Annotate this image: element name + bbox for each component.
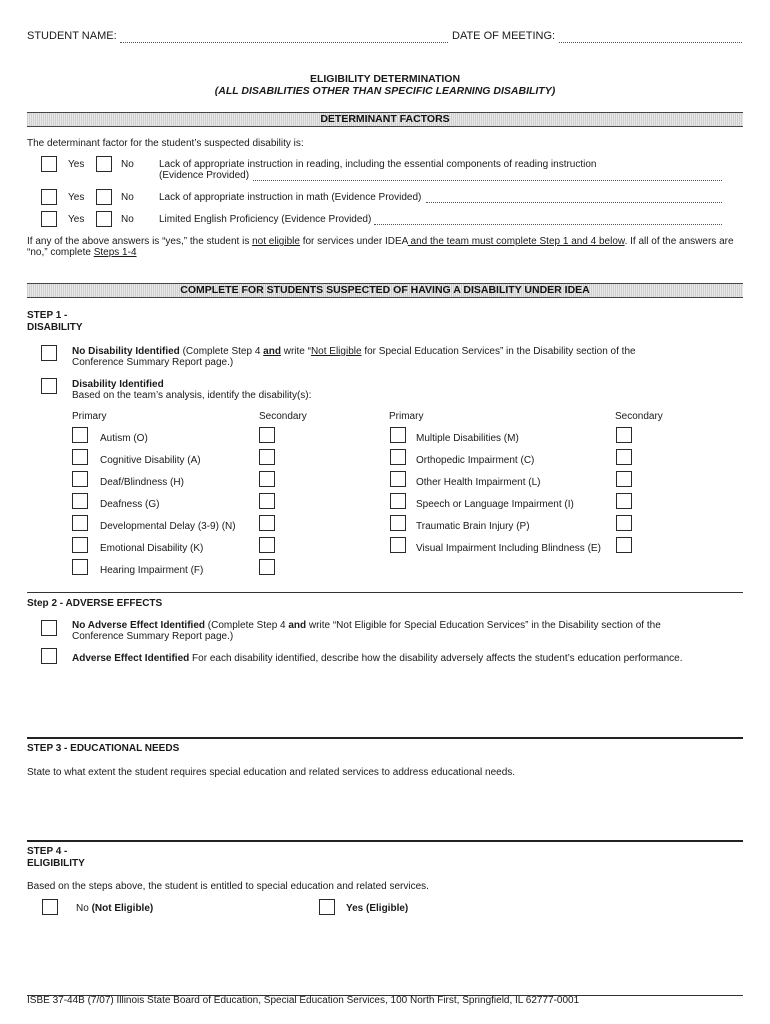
secondary-header-right: Secondary [615,411,663,422]
q3-yes-checkbox[interactable] [41,211,57,227]
complete-idea-title: COMPLETE FOR STUDENTS SUSPECTED OF HAVING A DISABILITY UNDER IDEA [180,284,590,296]
right-primary-checkbox[interactable] [390,449,406,465]
no-adverse-effect-checkbox[interactable] [41,620,57,636]
left-disability-label: Developmental Delay (3-9) (N) [100,521,236,532]
left-secondary-checkbox[interactable] [259,449,275,465]
no-disability-text: No Disability Identified (Complete Step 4 and write “Not Eligible for Special Education Services” in the Disability section of the [72,346,636,357]
right-primary-checkbox[interactable] [390,537,406,553]
q1-yes-label: Yes [68,159,85,170]
q3-evidence-field[interactable] [374,224,722,225]
step4-text: Based on the steps above, the student is entitled to special education and related services. [27,881,429,892]
left-primary-checkbox[interactable] [72,537,88,553]
primary-header-right: Primary [389,411,424,422]
right-primary-checkbox[interactable] [390,471,406,487]
right-primary-checkbox[interactable] [390,493,406,509]
q3-text: Limited English Proficiency (Evidence Provided) [159,214,372,225]
q2-yes-label: Yes [68,192,85,203]
date-of-meeting-label: DATE OF MEETING: [452,30,556,42]
left-secondary-checkbox[interactable] [259,493,275,509]
q3-no-checkbox[interactable] [96,211,112,227]
determinant-factors-title: DETERMINANT FACTORS [320,113,450,125]
left-secondary-checkbox[interactable] [259,471,275,487]
determinant-factors-bar [27,112,743,127]
left-disability-label: Deaf/Blindness (H) [100,477,184,488]
step4-divider [27,840,743,842]
q1-text: Lack of appropriate instruction in reading, including the essential components of reading instruction [159,159,597,170]
q3-yes-label: Yes [68,214,85,225]
q2-evidence-field[interactable] [426,202,722,203]
disability-identified-checkbox[interactable] [41,378,57,394]
right-disability-label: Other Health Impairment (L) [416,477,541,488]
student-name-label: STUDENT NAME: [27,30,117,42]
disability-identified-text: Based on the team’s analysis, identify the disability(s): [72,390,312,401]
left-primary-checkbox[interactable] [72,493,88,509]
step4-subtitle: ELIGIBILITY [27,858,85,869]
right-disability-label: Visual Impairment Including Blindness (E) [416,543,601,554]
right-secondary-checkbox[interactable] [616,515,632,531]
step1-title: STEP 1 - [27,310,68,321]
right-primary-checkbox[interactable] [390,515,406,531]
no-disability-text-line2: Conference Summary Report page.) [72,357,234,368]
determinant-note-line2: “no,” complete Steps 1-4 [27,247,137,258]
right-primary-checkbox[interactable] [390,427,406,443]
left-disability-label: Autism (O) [100,433,148,444]
date-of-meeting-field[interactable] [559,42,742,43]
q1-text-line2: (Evidence Provided) [159,170,250,181]
eligible-label: Yes (Eligible) [346,903,409,914]
right-disability-label: Multiple Disabilities (M) [416,433,519,444]
left-primary-checkbox[interactable] [72,515,88,531]
left-secondary-checkbox[interactable] [259,515,275,531]
q2-text: Lack of appropriate instruction in math (Evidence Provided) [159,192,422,203]
not-eligible-label: No (Not Eligible) [76,903,154,914]
left-disability-label: Hearing Impairment (F) [100,565,204,576]
right-secondary-checkbox[interactable] [616,493,632,509]
left-secondary-checkbox[interactable] [259,537,275,553]
step3-title: STEP 3 - EDUCATIONAL NEEDS [27,743,180,754]
student-name-field[interactable] [120,42,448,43]
not-eligible-checkbox[interactable] [42,899,58,915]
right-disability-label: Orthopedic Impairment (C) [416,455,535,466]
primary-header-left: Primary [72,411,107,422]
left-primary-checkbox[interactable] [72,449,88,465]
step3-text: State to what extent the student requires special education and related services to address educational needs. [27,767,516,778]
secondary-header-left: Secondary [259,411,307,422]
q3-no-label: No [121,214,134,225]
q1-yes-checkbox[interactable] [41,156,57,172]
left-primary-checkbox[interactable] [72,427,88,443]
left-disability-label: Emotional Disability (K) [100,543,204,554]
adverse-effect-text: Adverse Effect Identified For each disability identified, describe how the disability adversely affects the student’s education performance. [72,653,683,664]
right-secondary-checkbox[interactable] [616,427,632,443]
q1-evidence-field[interactable] [253,180,722,181]
disability-identified-label: Disability Identified [72,379,164,390]
q2-no-checkbox[interactable] [96,189,112,205]
step4-title: STEP 4 - [27,846,68,857]
q1-no-checkbox[interactable] [96,156,112,172]
q1-no-label: No [121,159,134,170]
no-adverse-effect-text: No Adverse Effect Identified (Complete Step 4 and write “Not Eligible for Special Education Services” in the Disability section of the [72,620,661,631]
determinant-note: If any of the above answers is “yes,” the student is not eligible for services under IDEA and the team must complete Step 1 and 4 below. If all of the answers are [27,236,734,247]
left-secondary-checkbox[interactable] [259,559,275,575]
step1-subtitle: DISABILITY [27,322,83,333]
left-disability-label: Cognitive Disability (A) [100,455,201,466]
right-secondary-checkbox[interactable] [616,449,632,465]
left-primary-checkbox[interactable] [72,471,88,487]
q2-yes-checkbox[interactable] [41,189,57,205]
step2-divider [27,592,743,593]
no-disability-checkbox[interactable] [41,345,57,361]
footer-text: ISBE 37-44B (7/07) Illinois State Board of Education, Special Education Services, 100 North First, Springfield, IL 62777-0001 [27,995,580,1006]
step3-divider [27,737,743,739]
step2-title: Step 2 - ADVERSE EFFECTS [27,598,163,609]
right-disability-label: Speech or Language Impairment (I) [416,499,574,510]
determinant-intro: The determinant factor for the student’s suspected disability is: [27,138,304,149]
right-secondary-checkbox[interactable] [616,471,632,487]
right-secondary-checkbox[interactable] [616,537,632,553]
right-disability-label: Traumatic Brain Injury (P) [416,521,530,532]
eligible-checkbox[interactable] [319,899,335,915]
form-title: ELIGIBILITY DETERMINATION [309,73,461,85]
no-adverse-effect-text-line2: Conference Summary Report page.) [72,631,234,642]
q2-no-label: No [121,192,134,203]
form-subtitle: (ALL DISABILITIES OTHER THAN SPECIFIC LEARNING DISABILITY) [214,85,556,97]
left-disability-label: Deafness (G) [100,499,160,510]
left-secondary-checkbox[interactable] [259,427,275,443]
adverse-effect-checkbox[interactable] [41,648,57,664]
left-primary-checkbox[interactable] [72,559,88,575]
complete-idea-bar [27,283,743,298]
